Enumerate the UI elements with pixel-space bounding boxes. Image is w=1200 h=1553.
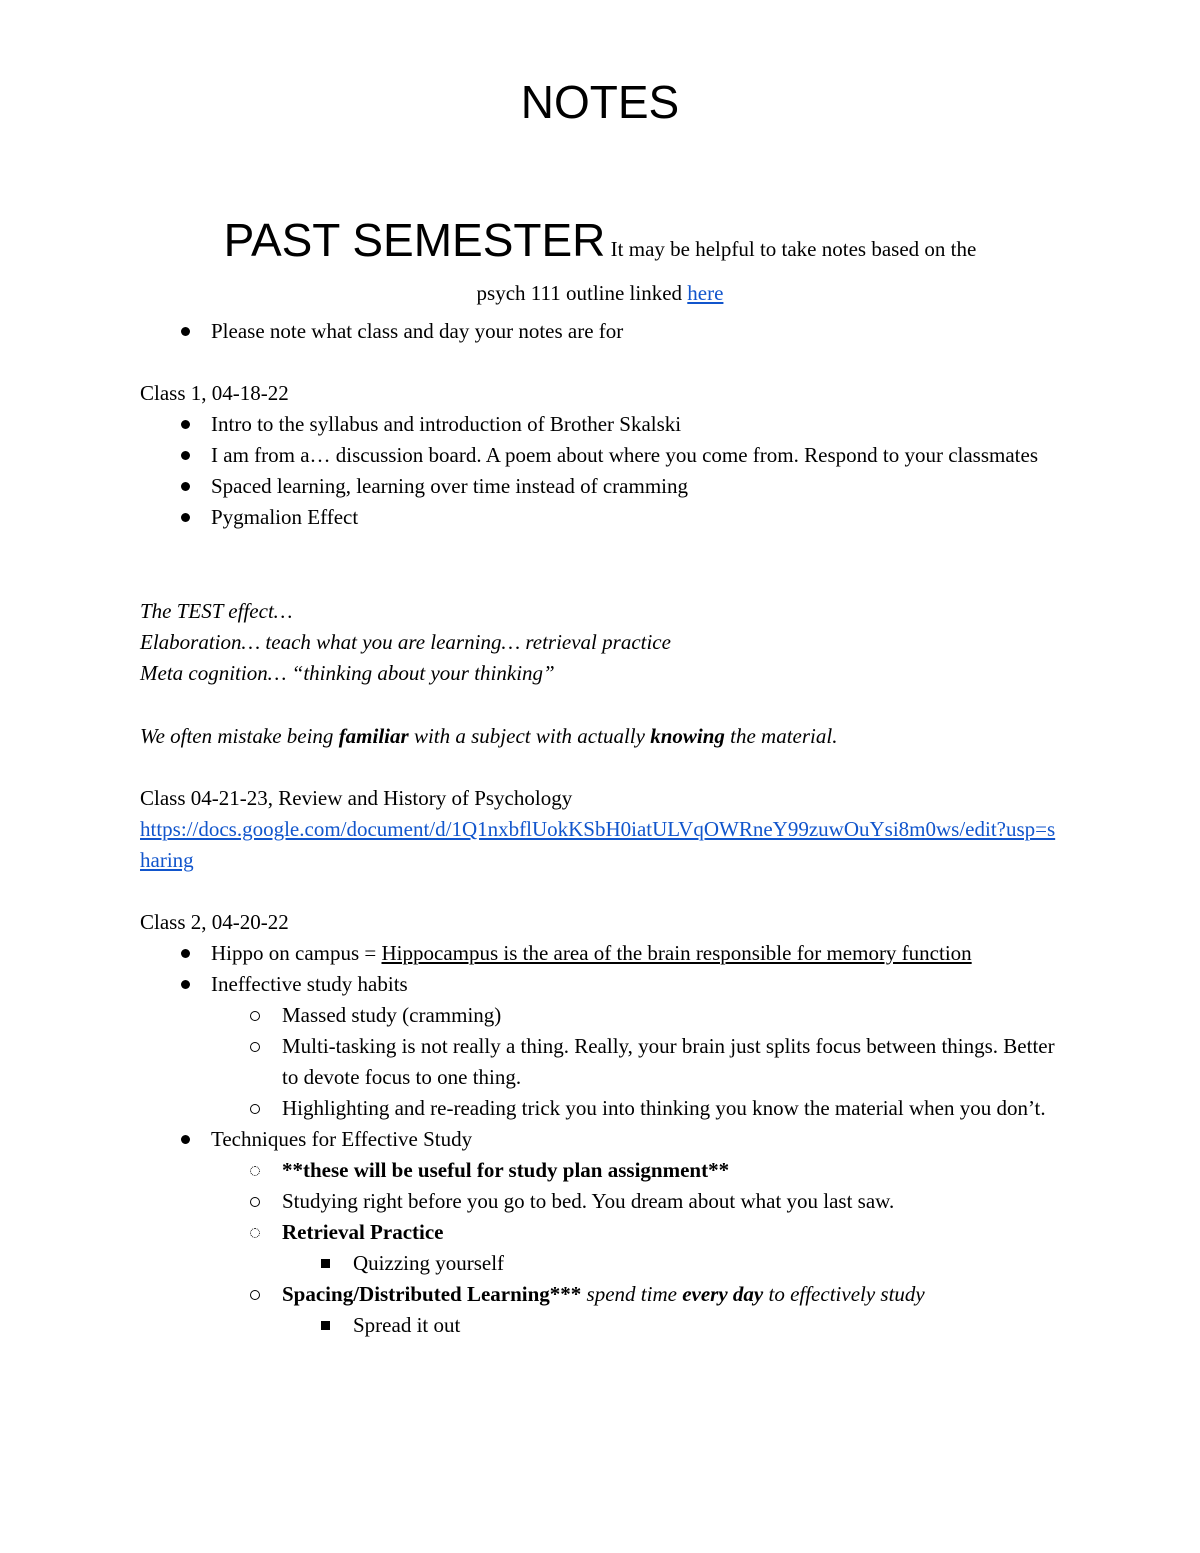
list-item: I am from a… discussion board. A poem about where you come from. Respond to your classmates	[140, 440, 1060, 471]
bullet-icon	[175, 938, 195, 969]
test-effect-line: The TEST effect…	[140, 599, 293, 623]
square-bullet-icon	[315, 1310, 335, 1341]
list-item: Spread it out	[140, 1310, 1060, 1341]
elaboration-line: Elaboration… teach what you are learning… retrieval practice	[140, 630, 671, 654]
bullet-icon	[175, 409, 195, 440]
class2-heading: Class 2, 04-20-22	[140, 910, 289, 934]
subtitle-line-2	[140, 278, 1060, 309]
bullet-icon	[175, 440, 195, 471]
outline-link[interactable]: here	[687, 281, 724, 305]
page-title: NOTES	[520, 76, 680, 128]
class1-heading: Class 1, 04-18-22	[140, 381, 289, 405]
review-link-block	[140, 814, 1060, 876]
hollow-bullet-icon	[245, 1031, 265, 1062]
list-item: Quizzing yourself	[140, 1248, 1060, 1279]
bullet-icon	[175, 1124, 195, 1155]
list-item: Spaced learning, learning over time instead of cramming	[140, 471, 1060, 502]
hollow-bullet-icon	[245, 1217, 265, 1248]
list-item: Please note what class and day your notes are for	[140, 316, 1060, 347]
hollow-bullet-icon	[245, 1279, 265, 1310]
list-item: Massed study (cramming)	[140, 1000, 1060, 1031]
hollow-bullet-icon	[245, 1000, 265, 1031]
bullet-icon	[175, 502, 195, 533]
list-item: Multi-tasking is not really a thing. Really, your brain just splits focus between things. Better to devote focus to one thing.	[140, 1031, 1060, 1093]
class1-list	[140, 409, 1060, 533]
review-heading: Class 04-21-23, Review and History of Psychology	[140, 786, 573, 810]
bullet-icon	[175, 471, 195, 502]
list-item: Ineffective study habits	[140, 969, 1060, 1000]
class2-list	[140, 938, 1060, 1341]
hollow-bullet-icon	[245, 1093, 265, 1124]
google-docs-link[interactable]: https://docs.google.com/document/d/1Q1nxbflUokKSbH0iatULVqOWRneY99zuwOuYsi8m0ws/edit?usp=sharing	[140, 817, 1056, 872]
bullet-icon	[175, 316, 195, 347]
list-item: Techniques for Effective Study	[140, 1124, 1060, 1155]
subtitle-heading: PAST SEMESTER	[223, 214, 606, 266]
square-bullet-icon	[315, 1248, 335, 1279]
list-item: **these will be useful for study plan assignment**	[140, 1155, 1060, 1186]
subtitle-text: It may be helpful to take notes based on the	[605, 237, 977, 261]
hollow-bullet-icon	[245, 1155, 265, 1186]
subtitle	[140, 212, 1060, 268]
list-item: Spacing/Distributed Learning*** spend time every day to effectively study	[140, 1279, 1060, 1310]
bullet-icon	[175, 969, 195, 1000]
list-item: Studying right before you go to bed. You dream about what you last saw.	[140, 1186, 1060, 1217]
list-item: Hippo on campus = Hippocampus is the area of the brain responsible for memory function	[140, 938, 1060, 969]
intro-list	[140, 316, 1060, 347]
metacognition-line: Meta cognition… “thinking about your thinking”	[140, 661, 555, 685]
hollow-bullet-icon	[245, 1186, 265, 1217]
list-item: Highlighting and re-reading trick you into thinking you know the material when you don’t.	[140, 1093, 1060, 1124]
list-item: Pygmalion Effect	[140, 502, 1060, 533]
list-item: Intro to the syllabus and introduction of Brother Skalski	[140, 409, 1060, 440]
familiar-statement: We often mistake being familiar with a subject with actually knowing the material.	[140, 724, 838, 748]
list-item: Retrieval Practice	[140, 1217, 1060, 1248]
subtitle-line-2-text: psych 111 outline linked	[476, 281, 688, 305]
